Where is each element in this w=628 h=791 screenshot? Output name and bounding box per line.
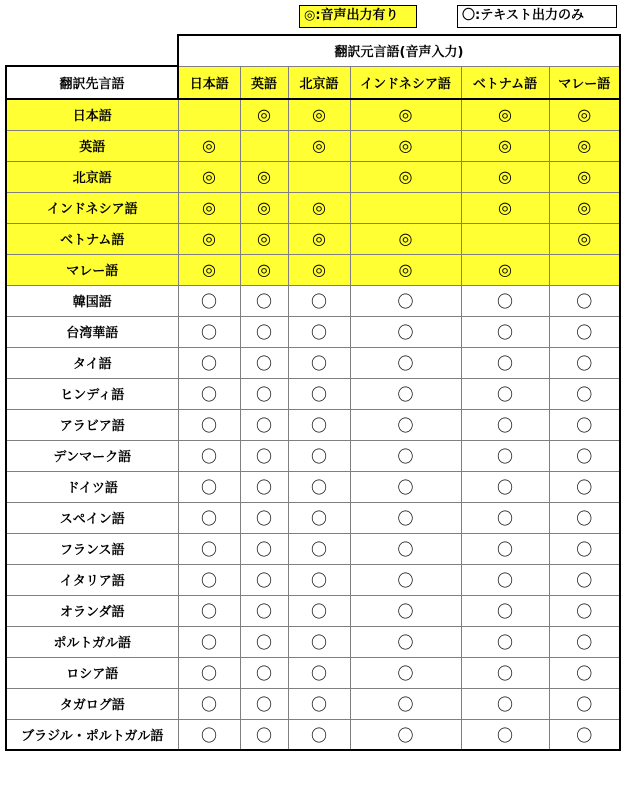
text-output-mark: 〇 (288, 285, 350, 316)
text-output-mark: 〇 (178, 347, 240, 378)
empty-cell (240, 130, 288, 161)
table-corner-blank (6, 35, 178, 66)
text-output-mark: 〇 (549, 316, 620, 347)
text-output-mark: 〇 (240, 378, 288, 409)
text-output-mark: 〇 (288, 564, 350, 595)
target-language-label: オランダ語 (6, 595, 178, 626)
target-language-label: ロシア語 (6, 657, 178, 688)
source-language-header: 日本語 (178, 66, 240, 99)
text-output-mark: 〇 (350, 719, 461, 750)
source-language-header: ベトナム語 (461, 66, 549, 99)
source-language-header: 英語 (240, 66, 288, 99)
table-row (6, 564, 620, 595)
text-output-mark: 〇 (240, 440, 288, 471)
text-output-mark: 〇 (461, 316, 549, 347)
text-output-mark: 〇 (461, 626, 549, 657)
text-output-mark: 〇 (178, 595, 240, 626)
target-language-label: ヒンディ語 (6, 378, 178, 409)
text-output-mark: 〇 (549, 440, 620, 471)
text-output-mark: 〇 (240, 688, 288, 719)
text-output-mark: 〇 (240, 564, 288, 595)
empty-cell (461, 223, 549, 254)
text-output-mark: 〇 (350, 378, 461, 409)
voice-output-mark: ◎ (461, 130, 549, 161)
table-row (6, 285, 620, 316)
text-output-mark: 〇 (240, 409, 288, 440)
text-output-mark: 〇 (178, 409, 240, 440)
voice-output-mark: ◎ (350, 223, 461, 254)
voice-output-mark: ◎ (461, 99, 549, 130)
text-output-mark: 〇 (549, 347, 620, 378)
text-output-mark: 〇 (288, 347, 350, 378)
voice-output-mark: ◎ (240, 161, 288, 192)
text-output-mark: 〇 (461, 471, 549, 502)
source-language-group-header: 翻訳元言語(音声入力) (178, 35, 620, 66)
text-output-mark: 〇 (350, 409, 461, 440)
text-output-mark: 〇 (461, 533, 549, 564)
text-output-mark: 〇 (240, 502, 288, 533)
target-language-label: 北京語 (6, 161, 178, 192)
text-output-mark: 〇 (350, 285, 461, 316)
text-output-mark: 〇 (178, 285, 240, 316)
source-language-header: マレー語 (549, 66, 620, 99)
voice-output-mark: ◎ (288, 223, 350, 254)
voice-output-mark: ◎ (549, 99, 620, 130)
text-output-mark: 〇 (350, 502, 461, 533)
target-language-label: タイ語 (6, 347, 178, 378)
text-output-mark: 〇 (461, 688, 549, 719)
table-row (6, 254, 620, 285)
target-language-label: ポルトガル語 (6, 626, 178, 657)
text-output-mark: 〇 (549, 285, 620, 316)
voice-output-mark: ◎ (549, 223, 620, 254)
voice-output-mark: ◎ (549, 192, 620, 223)
voice-output-mark: ◎ (350, 161, 461, 192)
text-output-mark: 〇 (350, 688, 461, 719)
text-output-mark: 〇 (288, 471, 350, 502)
table-row (6, 316, 620, 347)
empty-cell (288, 161, 350, 192)
voice-output-mark: ◎ (178, 223, 240, 254)
text-output-mark: 〇 (288, 440, 350, 471)
text-output-mark: 〇 (178, 688, 240, 719)
text-output-mark: 〇 (178, 471, 240, 502)
text-output-mark: 〇 (178, 533, 240, 564)
translation-language-table (5, 34, 621, 751)
text-output-mark: 〇 (549, 564, 620, 595)
text-output-mark: 〇 (549, 471, 620, 502)
text-output-mark: 〇 (178, 657, 240, 688)
voice-output-mark: ◎ (288, 254, 350, 285)
table-row (6, 688, 620, 719)
text-output-mark: 〇 (178, 316, 240, 347)
text-output-mark: 〇 (288, 626, 350, 657)
text-output-mark: 〇 (350, 533, 461, 564)
voice-output-mark: ◎ (288, 192, 350, 223)
table-row (6, 533, 620, 564)
target-language-label: ベトナム語 (6, 223, 178, 254)
voice-output-mark: ◎ (461, 254, 549, 285)
voice-output-mark: ◎ (178, 161, 240, 192)
table-row (6, 347, 620, 378)
legend-text-output: 〇:テキスト出力のみ (457, 5, 617, 28)
text-output-mark: 〇 (288, 657, 350, 688)
text-output-mark: 〇 (178, 502, 240, 533)
table-row (6, 502, 620, 533)
table-row (6, 719, 620, 750)
table-row (6, 595, 620, 626)
text-output-mark: 〇 (240, 285, 288, 316)
table-row (6, 161, 620, 192)
voice-output-mark: ◎ (288, 130, 350, 161)
text-output-mark: 〇 (240, 316, 288, 347)
source-language-header: 北京語 (288, 66, 350, 99)
table-row (6, 626, 620, 657)
voice-output-mark: ◎ (240, 192, 288, 223)
text-output-mark: 〇 (350, 564, 461, 595)
text-output-mark: 〇 (178, 440, 240, 471)
text-output-mark: 〇 (549, 657, 620, 688)
text-output-mark: 〇 (461, 595, 549, 626)
voice-output-mark: ◎ (240, 223, 288, 254)
voice-output-mark: ◎ (178, 254, 240, 285)
text-output-mark: 〇 (288, 719, 350, 750)
text-output-mark: 〇 (178, 719, 240, 750)
text-output-mark: 〇 (461, 409, 549, 440)
voice-output-mark: ◎ (178, 192, 240, 223)
target-language-label: タガログ語 (6, 688, 178, 719)
voice-output-mark: ◎ (350, 130, 461, 161)
voice-output-mark: ◎ (350, 99, 461, 130)
source-language-header: インドネシア語 (350, 66, 461, 99)
text-output-mark: 〇 (288, 533, 350, 564)
text-output-mark: 〇 (549, 719, 620, 750)
text-output-mark: 〇 (461, 347, 549, 378)
text-output-mark: 〇 (350, 347, 461, 378)
text-output-mark: 〇 (288, 378, 350, 409)
target-language-label: 英語 (6, 130, 178, 161)
target-language-header: 翻訳先言語 (6, 66, 178, 99)
voice-output-mark: ◎ (461, 192, 549, 223)
text-output-mark: 〇 (288, 502, 350, 533)
text-output-mark: 〇 (549, 533, 620, 564)
text-output-mark: 〇 (461, 285, 549, 316)
voice-output-mark: ◎ (240, 99, 288, 130)
text-output-mark: 〇 (240, 533, 288, 564)
target-language-label: 台湾華語 (6, 316, 178, 347)
target-language-label: スペイン語 (6, 502, 178, 533)
text-output-mark: 〇 (549, 688, 620, 719)
text-output-mark: 〇 (288, 316, 350, 347)
table-row (6, 378, 620, 409)
table-row (6, 99, 620, 130)
text-output-mark: 〇 (350, 595, 461, 626)
text-output-mark: 〇 (350, 440, 461, 471)
target-language-label: ブラジル・ポルトガル語 (6, 719, 178, 750)
target-language-label: 韓国語 (6, 285, 178, 316)
text-output-mark: 〇 (350, 626, 461, 657)
voice-output-mark: ◎ (461, 161, 549, 192)
table-row (6, 223, 620, 254)
voice-output-mark: ◎ (350, 254, 461, 285)
empty-cell (178, 99, 240, 130)
text-output-mark: 〇 (461, 657, 549, 688)
target-language-label: 日本語 (6, 99, 178, 130)
text-output-mark: 〇 (178, 626, 240, 657)
target-language-label: アラビア語 (6, 409, 178, 440)
text-output-mark: 〇 (549, 378, 620, 409)
text-output-mark: 〇 (178, 564, 240, 595)
text-output-mark: 〇 (461, 378, 549, 409)
text-output-mark: 〇 (461, 440, 549, 471)
text-output-mark: 〇 (178, 378, 240, 409)
table-row (6, 657, 620, 688)
text-output-mark: 〇 (549, 409, 620, 440)
voice-output-mark: ◎ (549, 130, 620, 161)
empty-cell (350, 192, 461, 223)
text-output-mark: 〇 (461, 719, 549, 750)
target-language-label: フランス語 (6, 533, 178, 564)
text-output-mark: 〇 (350, 316, 461, 347)
target-language-label: マレー語 (6, 254, 178, 285)
target-language-label: ドイツ語 (6, 471, 178, 502)
table-row (6, 130, 620, 161)
text-output-mark: 〇 (549, 626, 620, 657)
target-language-label: デンマーク語 (6, 440, 178, 471)
legend-voice-output: ◎:音声出力有り (299, 5, 417, 28)
text-output-mark: 〇 (461, 564, 549, 595)
target-language-label: インドネシア語 (6, 192, 178, 223)
text-output-mark: 〇 (240, 657, 288, 688)
voice-output-mark: ◎ (178, 130, 240, 161)
text-output-mark: 〇 (240, 471, 288, 502)
text-output-mark: 〇 (240, 347, 288, 378)
voice-output-mark: ◎ (288, 99, 350, 130)
text-output-mark: 〇 (240, 595, 288, 626)
text-output-mark: 〇 (288, 595, 350, 626)
text-output-mark: 〇 (350, 471, 461, 502)
text-output-mark: 〇 (350, 657, 461, 688)
text-output-mark: 〇 (240, 719, 288, 750)
empty-cell (549, 254, 620, 285)
text-output-mark: 〇 (240, 626, 288, 657)
text-output-mark: 〇 (461, 502, 549, 533)
target-language-label: イタリア語 (6, 564, 178, 595)
text-output-mark: 〇 (549, 502, 620, 533)
table-row (6, 192, 620, 223)
voice-output-mark: ◎ (240, 254, 288, 285)
text-output-mark: 〇 (549, 595, 620, 626)
table-row (6, 440, 620, 471)
table-row (6, 409, 620, 440)
table-row (6, 471, 620, 502)
voice-output-mark: ◎ (549, 161, 620, 192)
text-output-mark: 〇 (288, 688, 350, 719)
text-output-mark: 〇 (288, 409, 350, 440)
